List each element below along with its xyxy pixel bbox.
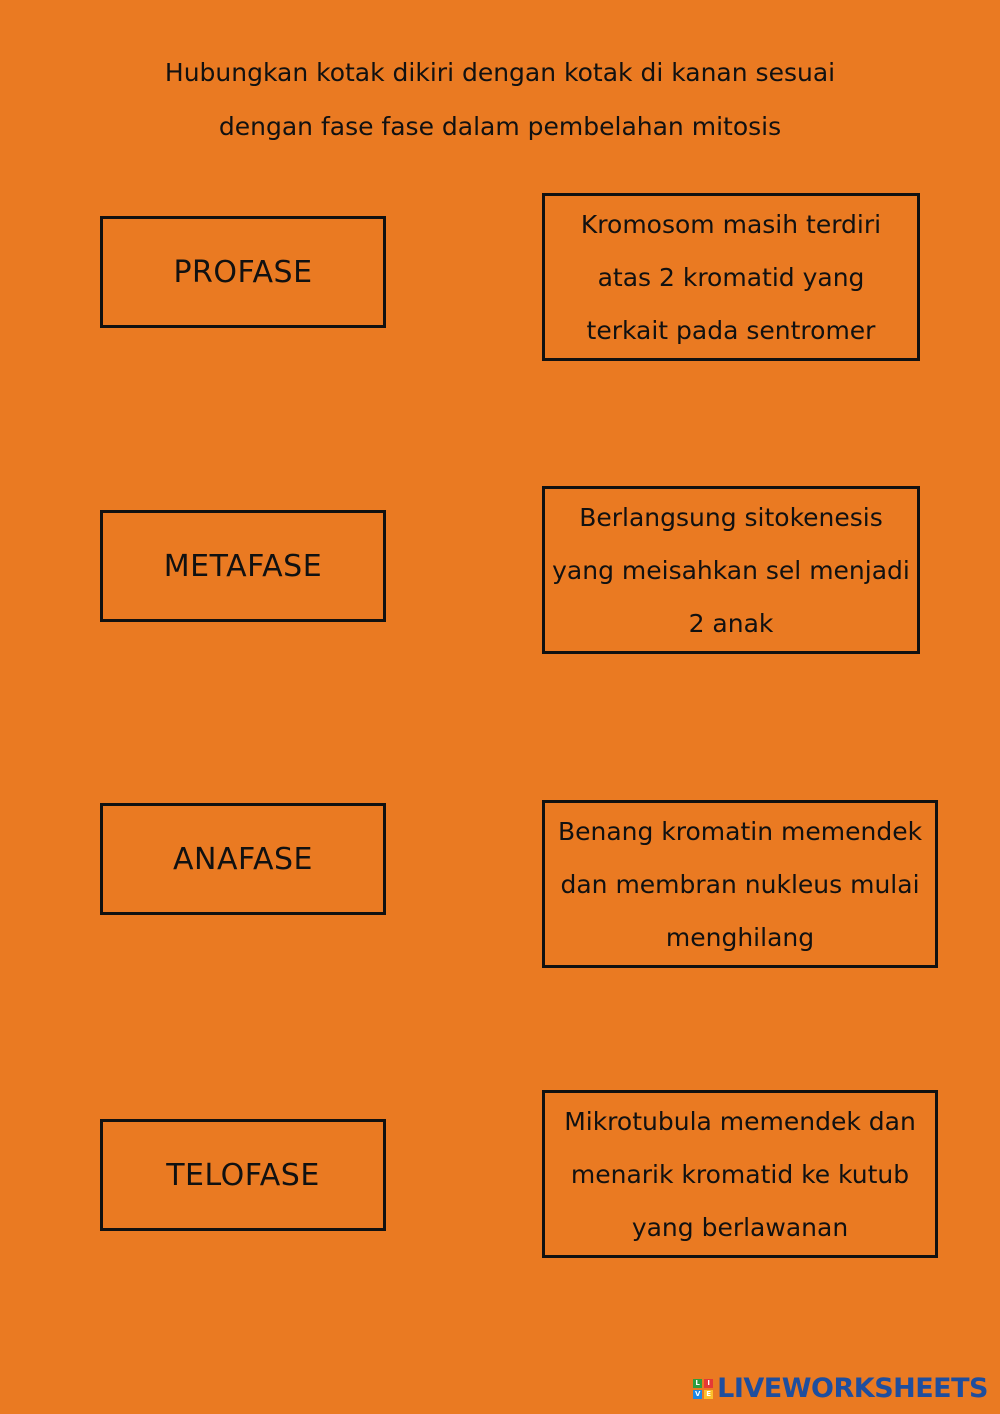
phase-box-profase[interactable]: PROFASE [100,216,386,328]
instruction-line-2: dengan fase fase dalam pembelahan mitosis [218,112,782,141]
liveworksheets-logo [693,1373,988,1404]
description-box-1[interactable] [542,193,920,361]
description-box-3[interactable] [542,800,938,968]
description-line: yang meisahkan sel menjadi [552,555,910,585]
description-line: yang berlawanan [631,1212,849,1242]
description-line: atas 2 kromatid yang [597,262,865,292]
description-box-2[interactable] [542,486,920,654]
liveworksheets-logo-text: LIVEWORKSHEETS [717,1373,988,1404]
instruction-text [100,46,900,154]
description-line: terkait pada sentromer [586,315,876,345]
logo-icon-cell: E [704,1390,713,1399]
description-line: Kromosom masih terdiri [580,209,882,239]
logo-icon-cell: I [704,1379,713,1388]
phase-box-telofase[interactable]: TELOFASE [100,1119,386,1231]
phase-box-metafase[interactable]: METAFASE [100,510,386,622]
description-line: menghilang [665,922,815,952]
description-line: menarik kromatid ke kutub [570,1159,910,1189]
description-line: dan membran nukleus mulai [560,869,920,899]
instruction-line-1: Hubungkan kotak dikiri dengan kotak di kanan sesuai [164,58,836,87]
logo-icon-cell: V [694,1389,701,1398]
phase-box-anafase[interactable]: ANAFASE [100,803,386,915]
description-line: 2 anak [688,608,774,638]
description-line: Berlangsung sitokenesis [579,502,883,532]
liveworksheets-logo-icon [693,1379,713,1399]
description-line: Benang kromatin memendek [557,816,923,846]
description-box-4[interactable] [542,1090,938,1258]
logo-icon-cell: L [693,1379,702,1388]
description-line: Mikrotubula memendek dan [564,1106,916,1136]
